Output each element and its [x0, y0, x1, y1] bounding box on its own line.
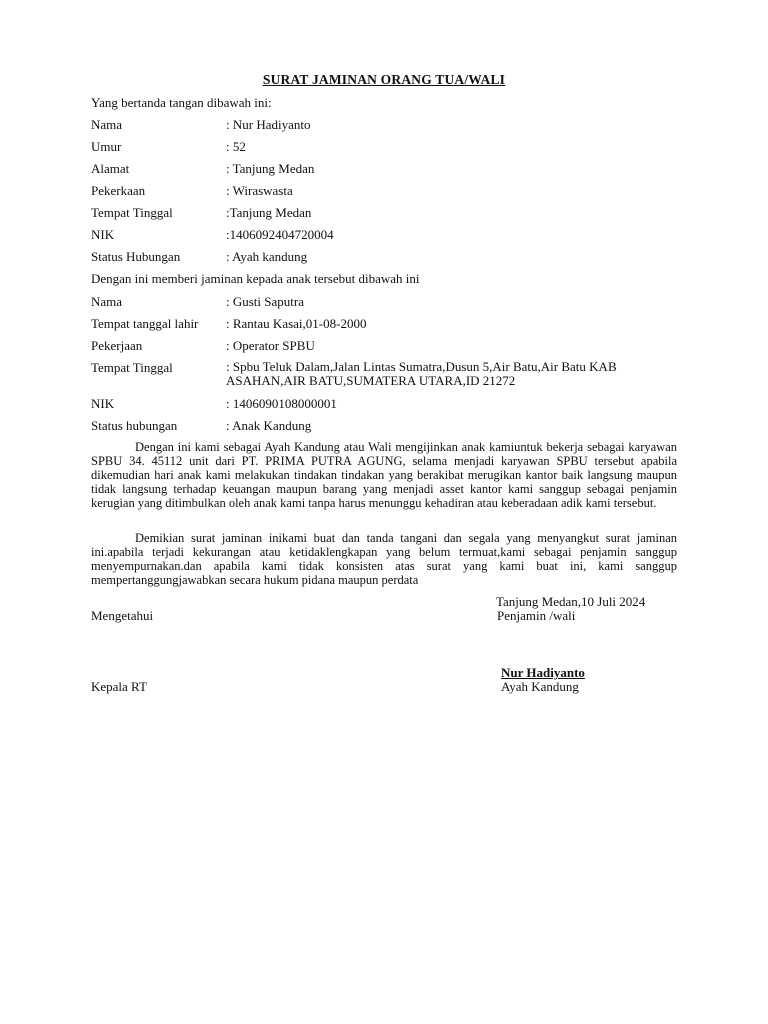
field-label: Status Hubungan — [91, 249, 181, 264]
field-value: : Nur Hadiyanto — [226, 117, 311, 132]
kepala-rt-label: Kepala RT — [91, 679, 147, 694]
letter-title: SURAT JAMINAN ORANG TUA/WALI — [262, 72, 506, 87]
field-label: Nama — [91, 117, 123, 132]
field-value: :Tanjung Medan — [226, 205, 312, 220]
field-label: NIK — [91, 227, 115, 242]
field-value: : Operator SPBU — [226, 338, 315, 353]
field-label: Tempat Tinggal — [91, 360, 173, 375]
field-label: Alamat — [91, 161, 130, 176]
signer-role: Ayah Kandung — [501, 679, 579, 694]
guarantor-label: Penjamin /wali — [497, 608, 576, 623]
field-label: Pekerjaan — [91, 338, 143, 353]
field-value: : Rantau Kasai,01-08-2000 — [226, 316, 367, 331]
field-value: : Spbu Teluk Dalam,Jalan Lintas Sumatra,Dusun 5,Air Batu,Air Batu KAB ASAHAN,AIR BATU,SUMATERA UTARA,ID 21272 — [226, 359, 617, 388]
field-value: : Wiraswasta — [226, 183, 293, 198]
field-label: Tempat tanggal lahir — [91, 316, 199, 331]
intro-line: Yang bertanda tangan dibawah ini: — [91, 95, 272, 110]
mengetahui-label: Mengetahui — [91, 608, 154, 623]
field-label: Umur — [91, 139, 122, 154]
paragraph-permission: Dengan ini kami sebagai Ayah Kandung atau Wali mengijinkan anak kamiuntuk bekerja sebagai karyawan SPBU 34. 45112 unit dari PT. PRIMA PUTRA AGUNG, selama menjadi karyawan SPBU tersebut apabila dikemudian hari anak kami melakukan tindakan tindakan yang berakibat merugikan kantor baik langsung maupun tidak langsung terhadap keuangan maupun barang yang menjadi asset kantor kami sanggup sebagai penjamin kerugian yang ditimbulkan oleh anak kami tanpa harus menunggu kehadiran atau keberadaan adik kami tersebut. — [91, 440, 677, 510]
field-value: : Ayah kandung — [226, 249, 308, 264]
field-label: Pekerkaan — [91, 183, 146, 198]
field-value: : Gusti Saputra — [226, 294, 304, 309]
field-value: :1406092404720004 — [226, 227, 334, 242]
signer-name: Nur Hadiyanto — [501, 665, 585, 680]
field-label: NIK — [91, 396, 115, 411]
field-label: Nama — [91, 294, 123, 309]
place-date: Tanjung Medan,10 Juli 2024 — [496, 594, 646, 609]
field-value: : Tanjung Medan — [226, 161, 315, 176]
paragraph-closing: Demikian surat jaminan inikami buat dan tanda tangani dan segala yang menyangkut surat jaminan ini.apabila terjadi kekurangan atau ketidaklengkapan yang belum termuat,kami sebagai penjamin sanggup menyempurnakan.dan apabila kami tidak konsisten atas surat yang kami buat ini, kami sanggup mempertanggungjawabkan secara hukum pidana maupun perdata — [91, 531, 677, 587]
guarantee-line: Dengan ini memberi jaminan kepada anak tersebut dibawah ini — [91, 271, 420, 286]
field-value: : Anak Kandung — [226, 418, 312, 433]
field-label: Status hubungan — [91, 418, 178, 433]
field-label: Tempat Tinggal — [91, 205, 173, 220]
field-value: : 1406090108000001 — [226, 396, 337, 411]
field-value: : 52 — [226, 139, 246, 154]
